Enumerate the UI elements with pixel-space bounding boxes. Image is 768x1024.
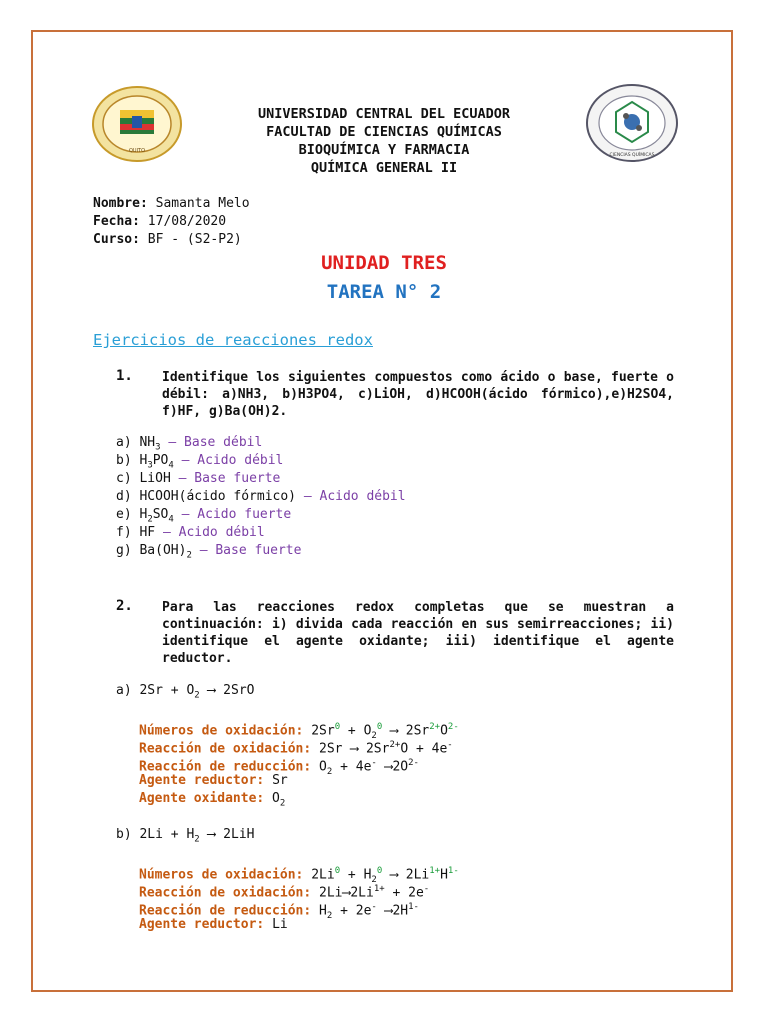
- reaction-b-equation: b) $2Li + H_2$ ⟶ 2LiH: [116, 827, 255, 845]
- reaction-a-reducing-agent: Agente reductor: Sr: [139, 773, 288, 788]
- q1-answer-a: a) $NH_3$ – Base débil: [116, 435, 263, 453]
- q1-answer-g: g) $Ba(OH)_2$ – Base fuerte: [116, 543, 302, 561]
- q2-text: Para las reacciones redox completas que se muestran a continuación: i) divida cada reacción en sus semirreacciones; ii) identifique el agente oxidante; iii) identifique el agente reductor.: [162, 600, 674, 666]
- reaction-b-oxidation-numbers: Números de oxidación: $2Li^0 + H_2^0$ ⟶ $2Li^{1+}H^{1-}$: [139, 866, 459, 885]
- task-title: TAREA N° 2: [326, 281, 442, 303]
- section-title: Ejercicios de reacciones redox: [93, 331, 373, 349]
- course-value: BF - (S2-P2): [147, 232, 242, 247]
- university-name: UNIVERSIDAD CENTRAL DEL ECUADOR: [258, 106, 510, 122]
- q1-number: 1.: [116, 368, 133, 384]
- reaction-b-reduction: Reacción de reducción: $H_2 + 2e^-$ $⟶2H^{1-}$: [139, 902, 419, 921]
- svg-text:QUITO: QUITO: [128, 148, 146, 154]
- q1-answer-c: c) LiOH – Base fuerte: [116, 471, 281, 486]
- student-course-line: [93, 231, 242, 249]
- q1-answer-e: e) $H_2SO_4$ – Acido fuerte: [116, 507, 292, 525]
- q1-answer-d: d) HCOOH(ácido fórmico) – Acido débil: [116, 489, 406, 504]
- reaction-b-oxidation: Reacción de oxidación: $2Li⟶2Li^{1+} + 2e^-$: [139, 884, 430, 901]
- svg-text:CIENCIAS QUÍMICAS: CIENCIAS QUÍMICAS: [609, 153, 655, 158]
- name-label: Nombre:: [93, 196, 148, 211]
- reaction-a-equation: a) $2Sr + O_2$ ⟶ 2SrO: [116, 683, 255, 701]
- subject-name: QUÍMICA GENERAL II: [310, 160, 458, 176]
- q2-number: 2.: [116, 598, 133, 614]
- date-value: 17/08/2020: [147, 214, 227, 229]
- reaction-a-oxidizing-agent: Agente oxidante: $O_2$: [139, 791, 286, 809]
- reaction-a-reduction: Reacción de reducción: $O_2 + 4e^-$ $⟶2O^{2-}$: [139, 758, 419, 777]
- course-label: Curso:: [93, 232, 140, 247]
- q1-text: Identifique los siguientes compuestos como ácido o base, fuerte o débil: a)NH3, b)H3PO4, c)LiOH, d)HCOOH(ácido fórmico),e)H2SO4, f)HF, g)Ba(OH)2.: [162, 370, 674, 419]
- name-value: Samanta Melo: [155, 196, 250, 211]
- faculty-name: FACULTAD DE CIENCIAS QUÍMICAS: [266, 124, 502, 140]
- date-label: Fecha:: [93, 214, 140, 229]
- career-name: BIOQUÍMICA Y FARMACIA: [298, 142, 470, 158]
- student-date-line: [93, 213, 226, 231]
- student-name-line: [93, 195, 250, 213]
- q1-answer-f: f) HF – Acido débil: [116, 525, 265, 540]
- q1-answer-b: b) $H_3PO_4$ – Acido débil: [116, 453, 284, 471]
- reaction-a-oxidation: Reacción de oxidación: 2Sr ⟶ $2Sr^{2+}O + 4e^-$: [139, 740, 453, 757]
- unit-title: UNIDAD TRES: [321, 252, 447, 274]
- reaction-b-reducing-agent: Agente reductor: Li: [139, 917, 288, 932]
- reaction-a-oxidation-numbers: Números de oxidación: $2Sr^0 + O_2^0$ ⟶ $2Sr^{2+}O^{2-}$: [139, 722, 459, 741]
